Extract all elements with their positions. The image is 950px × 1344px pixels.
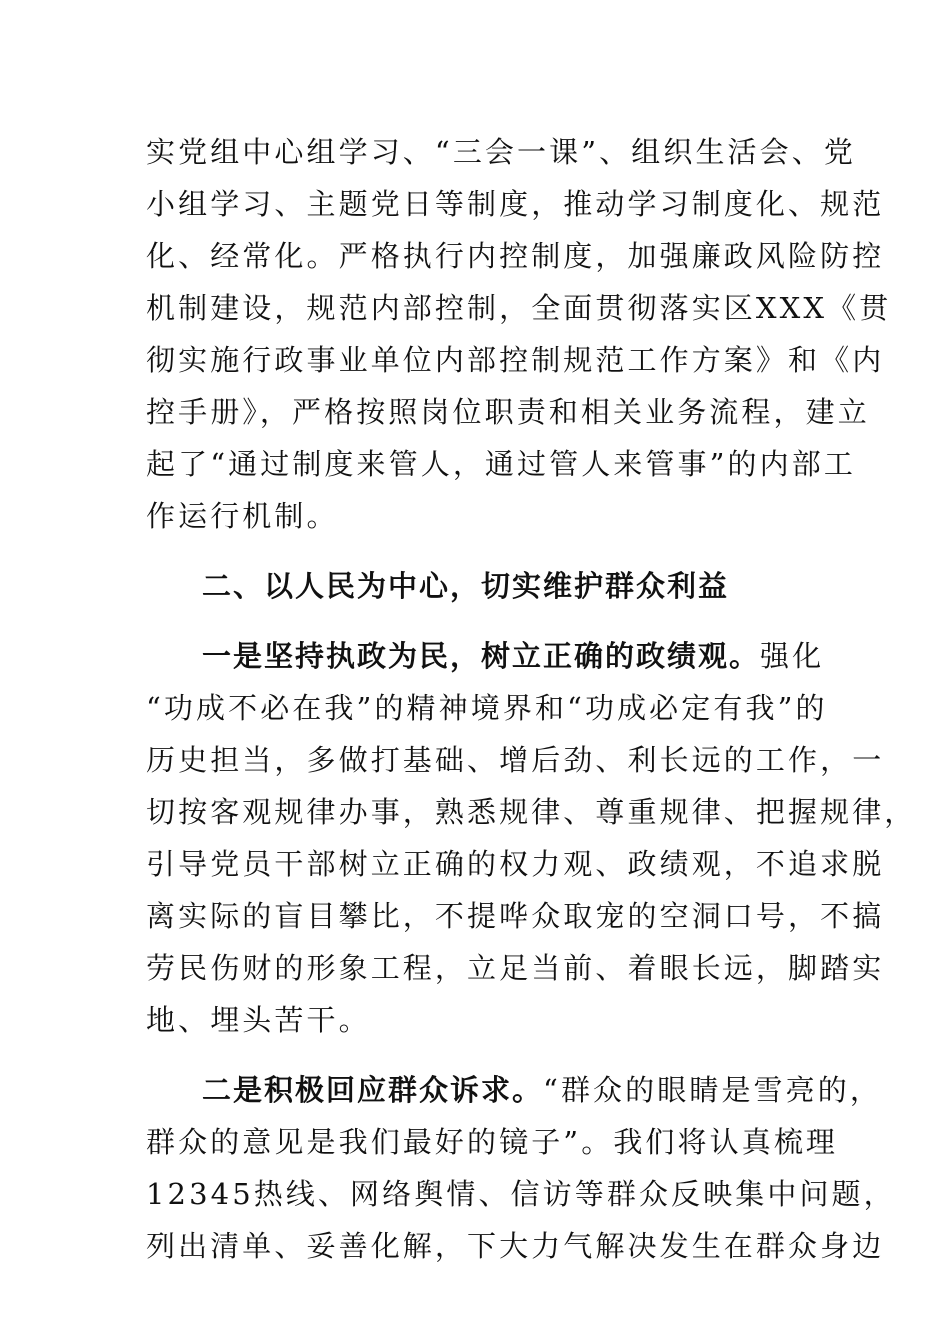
text-line: “功成不必在我”的精神境界和“功成必定有我”的 (146, 691, 828, 725)
document-body (146, 126, 917, 1272)
text-span: 强化 (760, 639, 825, 673)
text-line: 地、埋头苦干。 (146, 1003, 371, 1037)
paragraph-party-study (146, 126, 892, 542)
text-line: 列出清单、妥善化解，下大力气解决发生在群众身边 (146, 1229, 885, 1263)
text-line: 劳民伤财的形象工程，立足当前、着眼长远，脚踏实 (146, 951, 885, 985)
text-line: 化、经常化。严格执行内控制度，加强廉政风险防控 (146, 239, 885, 273)
paragraph-lead: 一是坚持执政为民，树立正确的政绩观。 (202, 639, 761, 673)
text-line (146, 630, 825, 682)
text-span: “群众的眼睛是雪亮的， (543, 1073, 882, 1107)
text-line: 起了“通过制度来管人，通过管人来管事”的内部工 (146, 447, 856, 481)
paragraph-gap (146, 612, 806, 630)
text-line: 控手册》，严格按照岗位职责和相关业务流程，建立 (146, 395, 870, 429)
paragraph-governance-for-people (146, 630, 917, 1046)
section-heading: 二、以人民为中心，切实维护群众利益 (202, 569, 730, 603)
paragraph-gap (146, 1046, 806, 1064)
paragraph-gap (146, 542, 806, 560)
text-line: 引导党员干部树立正确的权力观、政绩观，不追求脱 (146, 847, 885, 881)
text-line: 群众的意见是我们最好的镜子”。我们将认真梳理 (146, 1125, 839, 1159)
text-line: 彻实施行政事业单位内部控制规范工作方案》和《内 (146, 343, 885, 377)
paragraph-public-demands (146, 1064, 896, 1272)
paragraph-lead: 二是积极回应群众诉求。 (202, 1073, 544, 1107)
text-line (146, 1064, 882, 1116)
text-line: 作运行机制。 (146, 499, 339, 533)
text-line: 12345热线、网络舆情、信访等群众反映集中问题， (146, 1177, 896, 1211)
text-line: 离实际的盲目攀比，不提哗众取宠的空洞口号，不搞 (146, 899, 885, 933)
text-line: 机制建设，规范内部控制，全面贯彻落实区XXX《贯 (146, 291, 892, 325)
text-line: 历史担当，多做打基础、增后劲、利长远的工作，一 (146, 743, 885, 777)
text-line: 实党组中心组学习、“三会一课”、组织生活会、党 (146, 135, 856, 169)
text-line: 切按客观规律办事，熟悉规律、尊重规律、把握规律， (146, 795, 917, 829)
text-line: 小组学习、主题党日等制度，推动学习制度化、规范 (146, 187, 885, 221)
